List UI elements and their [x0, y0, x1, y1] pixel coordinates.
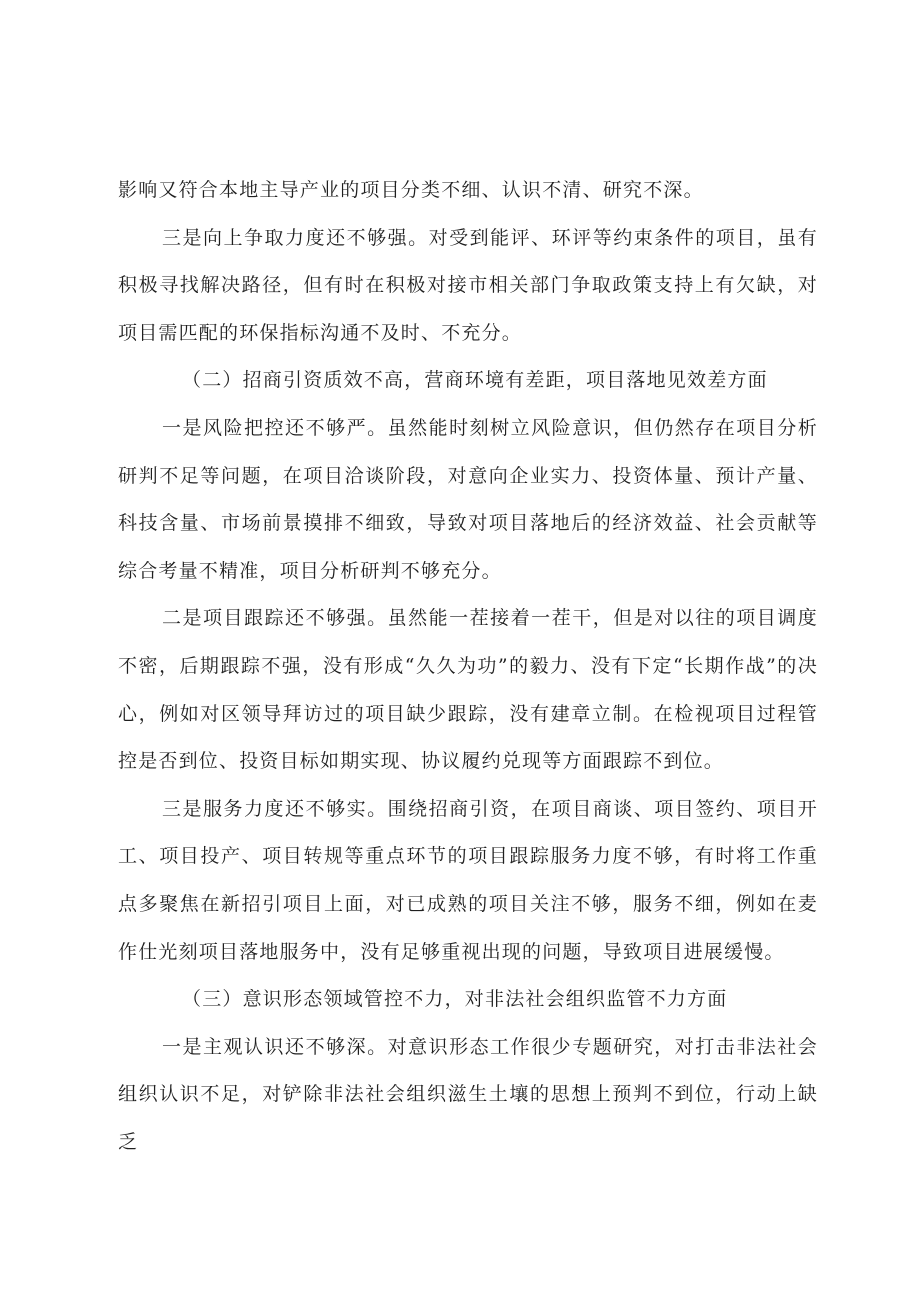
- paragraph-continuation: 影响又符合本地主导产业的项目分类不细、认识不清、研究不深。: [118, 179, 704, 201]
- paragraph-project-tracking: 二是项目跟踪还不够强。虽然能一茬接着一茬干，但是对以往的项目调度不密，后期跟踪不强，没有形成“久久为功”的毅力、没有下定“长期作战”的决心，例如对区领导拜访过的项目缺少跟踪，没有建章立制。在检视项目过程管控是否到位、投资目标如期实现、协议履约兑现等方面跟踪不到位。: [118, 607, 818, 773]
- document-body: [118, 167, 818, 1166]
- paragraph-risk-control: 一是风险把控还不够严。虽然能时刻树立风险意识，但仍然存在项目分析研判不足等问题，在项目洽谈阶段，对意向企业实力、投资体量、预计产量、科技含量、市场前景摸排不细致，导致对项目落地后的经济效益、社会贡献等综合考量不精准，项目分析研判不够充分。: [118, 416, 818, 582]
- paragraph-service-strength: 三是服务力度还不够实。围绕招商引资，在项目商谈、项目签约、项目开工、项目投产、项目转规等重点环节的项目跟踪服务力度不够，有时将工作重点多聚焦在新招引项目上面，对已成熟的项目关注不够，服务不细，例如在麦作仕光刻项目落地服务中，没有足够重视出现的问题，导致项目进展缓慢。: [118, 797, 818, 963]
- section-heading-2: （二）招商引资质效不高，营商环境有差距，项目落地见效差方面: [182, 369, 768, 392]
- paragraph-upward-support: 三是向上争取力度还不够强。对受到能评、环评等约束条件的项目，虽有积极寻找解决路径，但有时在积极对接市相关部门争取政策支持上有欠缺，对项目需匹配的环保指标沟通不及时、不充分。: [118, 226, 818, 344]
- section-heading-3: （三）意识形态领域管控不力，对非法社会组织监管不力方面: [182, 988, 728, 1011]
- paragraph-subjective-awareness: 一是主观认识还不够深。对意识形态工作很少专题研究，对打击非法社会组织认识不足，对铲除非法社会组织滋生土壤的思想上预判不到位，行动上缺乏: [118, 1035, 818, 1153]
